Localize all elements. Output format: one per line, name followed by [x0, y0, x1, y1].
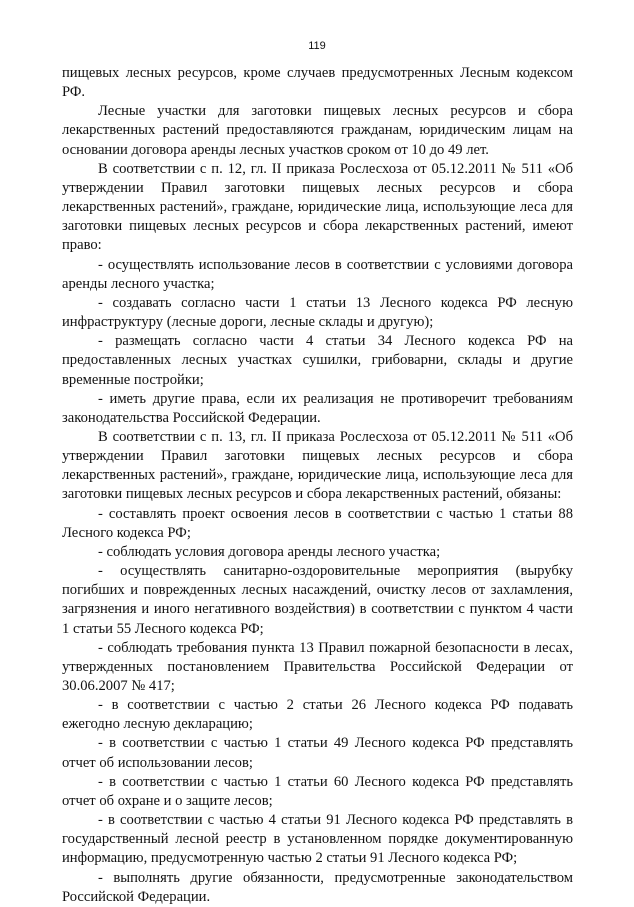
list-item-right: - создавать согласно части 1 статьи 13 Лесного кодекса РФ лесную инфраструктуру (лесные дороги, лесные склады и другую); [62, 294, 573, 331]
paragraph-land-plots: Лесные участки для заготовки пищевых лесных ресурсов и сбора лекарственных растений предоставляются гражданам, юридическим лицам на основании договора аренды лесных участков сроком от 10 до 49 лет. [62, 103, 573, 158]
paragraph-continuation: пищевых лесных ресурсов, кроме случаев предусмотренных Лесным кодексом РФ. [62, 65, 573, 101]
list-item-duty: - соблюдать требования пункта 13 Правил пожарной безопасности в лесах, утвержденных постановлением Правительства Российской Федерации от 30.06.2007 № 417; [62, 639, 573, 694]
list-item-duty: - осуществлять санитарно-оздоровительные мероприятия (вырубку погибших и поврежденных лесных насаждений, очистку лесов от захламления, загрязнения и иного негативного воздействия) в соответствии с пунктом 4 части 1 статьи 55 Лесного кодекса РФ; [62, 563, 573, 637]
list-item-duty: - в соответствии с частью 2 статьи 26 Лесного кодекса РФ подавать ежегодно лесную декларацию; [62, 697, 573, 733]
list-item-right: - размещать согласно части 4 статьи 34 Лесного кодекса РФ на предоставленных лесных участках сушилки, грибоварни, склады и другие временные постройки; [62, 333, 573, 388]
page-body [62, 64, 573, 907]
list-item-duty: - соблюдать условия договора аренды лесного участка; [98, 543, 441, 560]
list-item-duty: - составлять проект освоения лесов в соответствии с частью 1 статьи 88 Лесного кодекса РФ; [62, 505, 573, 541]
page-number: 119 [308, 40, 326, 52]
paragraph-rights-intro: В соответствии с п. 12, гл. II приказа Рослесхоза от 05.12.2011 № 511 «Об утверждении Правил заготовки пищевых лесных ресурсов и сбора лекарственных растений», граждане, юридические лица, использующие леса для заготовки пищевых лесных ресурсов и сбора лекарственных растений, имеют право: [62, 160, 573, 254]
paragraph-duties-intro: В соответствии с п. 13, гл. II приказа Рослесхоза от 05.12.2011 № 511 «Об утверждении Правил заготовки пищевых лесных ресурсов и сбора лекарственных растений», граждане, юридические лица, использующие леса для заготовки пищевых лесных ресурсов и сбора лекарственных растений, обязаны: [62, 428, 573, 503]
list-item-duty: - в соответствии с частью 4 статьи 91 Лесного кодекса РФ представлять в государственный лесной реестр в установленном порядке документированную информацию, предусмотренную частью 2 статьи 91 Лесного кодекса РФ; [62, 812, 573, 867]
list-item-right: - иметь другие права, если их реализация не противоречит требованиям законодательства Российской Федерации. [62, 390, 573, 426]
list-item-duty: - выполнять другие обязанности, предусмотренные законодательством Российской Федерации. [62, 869, 573, 905]
list-item-duty: - в соответствии с частью 1 статьи 49 Лесного кодекса РФ представлять отчет об использовании лесов; [62, 735, 573, 771]
list-item-duty: - в соответствии с частью 1 статьи 60 Лесного кодекса РФ представлять отчет об охране и о защите лесов; [62, 773, 573, 809]
list-item-right: - осуществлять использование лесов в соответствии с условиями договора аренды лесного участка; [62, 256, 573, 292]
